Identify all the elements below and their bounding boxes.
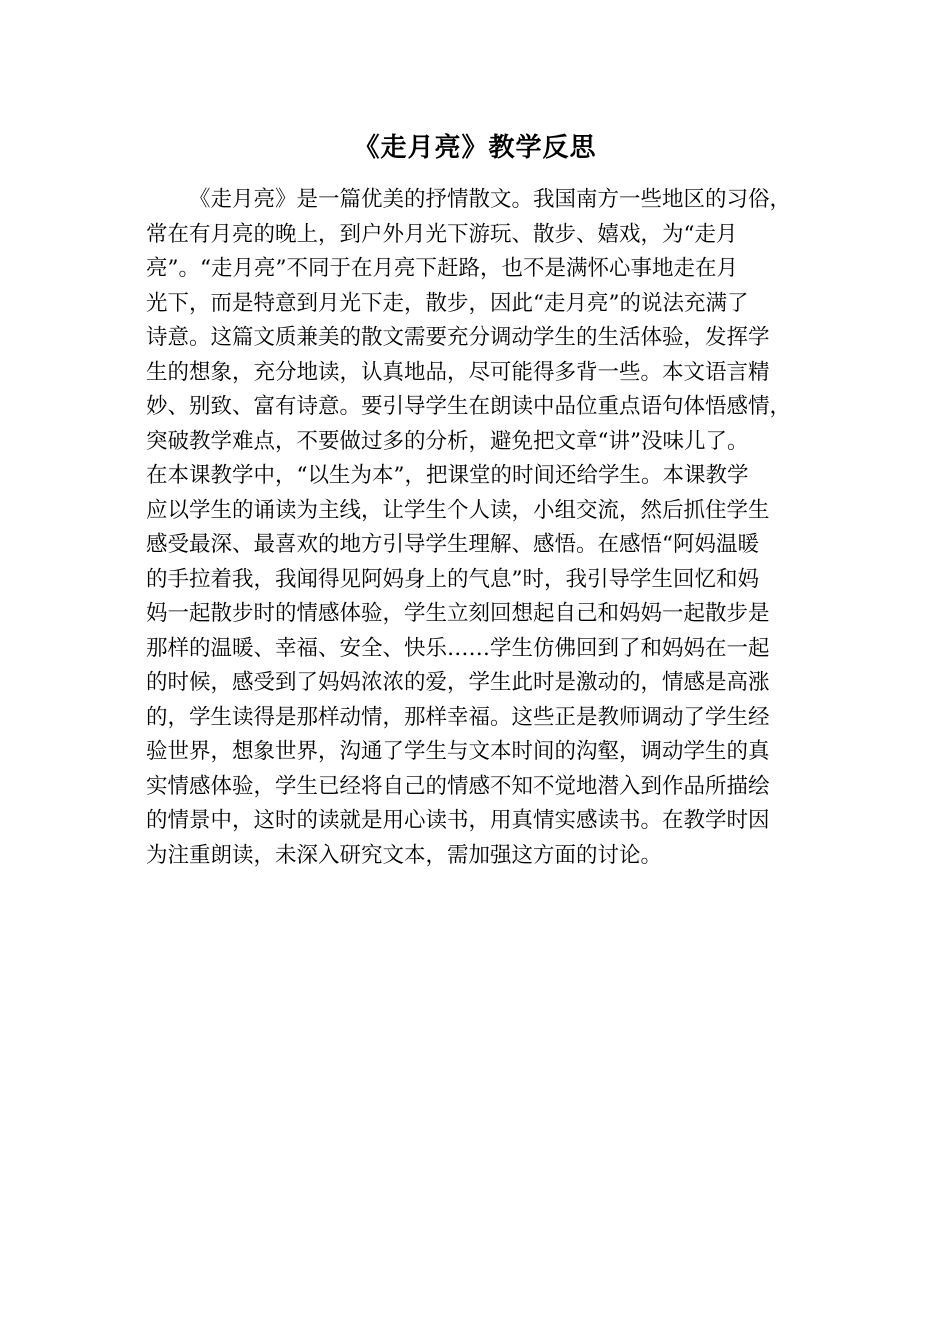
paragraph-line: 的手拉着我，我闻得见阿妈身上的气息”时，我引导学生回忆和妈 [146, 566, 759, 592]
paragraph-line: 的，学生读得是那样动情，那样幸福。这些正是教师调动了学生经 [146, 704, 770, 730]
paragraph-line: 验世界，想象世界，沟通了学生与文本时间的沟壑，调动学生的真 [146, 739, 770, 764]
paragraph-line: 诗意。这篇文质兼美的散文需要充分调动学生的生活体验，发挥学 [146, 325, 770, 350]
paragraph-line: 实情感体验，学生已经将自己的情感不知不觉地潜入到作品所描绘 [146, 773, 770, 799]
paragraph-line: 突破教学难点，不要做过多的分析，避免把文章“讲”没味儿了。 [146, 428, 749, 454]
paragraph-line: 妙、别致、富有诗意。要引导学生在朗读中品位重点语句体悟感情， [146, 394, 792, 419]
paragraph-line: 感受最深、最喜欢的地方引导学生理解、感悟。在感悟“阿妈温暖 [146, 532, 759, 557]
paragraph-line: 妈一起散步时的情感体验，学生立刻回想起自己和妈妈一起散步是 [146, 601, 770, 626]
paragraph-line: 《走月亮》是一篇优美的抒情散文。我国南方一些地区的习俗， [189, 187, 792, 212]
paragraph-line: 那样的温暖、幸福、安全、快乐……学生仿佛回到了和妈妈在一起 [146, 635, 770, 661]
paragraph-line: 光下，而是特意到月光下走，散步，因此“走月亮”的说法充满了 [146, 290, 749, 316]
paragraph-line: 的情景中，这时的读就是用心读书，用真情实感读书。在教学时因 [146, 808, 770, 833]
document-title: 《走月亮》教学反思 [353, 133, 597, 163]
paragraph-line: 亮”。“走月亮”不同于在月亮下赶路，也不是满怀心事地走在月 [146, 256, 738, 281]
paragraph-line: 常在有月亮的晚上，到户外月光下游玩、散步、嬉戏，为“走月 [146, 221, 738, 247]
paragraph-line: 生的想象，充分地读，认真地品，尽可能得多背一些。本文语言精 [146, 359, 770, 385]
paragraph-line: 在本课教学中，“以生为本”，把课堂的时间还给学生。本课教学 [146, 463, 749, 488]
paragraph-line: 的时候，感受到了妈妈浓浓的爱，学生此时是激动的，情感是高涨 [146, 670, 770, 695]
paragraph-line: 应以学生的诵读为主线，让学生个人读，小组交流，然后抓住学生 [146, 497, 770, 523]
paragraph-line: 为注重朗读，未深入研究文本，需加强这方面的讨论。 [146, 842, 663, 868]
body-paragraph [146, 183, 806, 873]
